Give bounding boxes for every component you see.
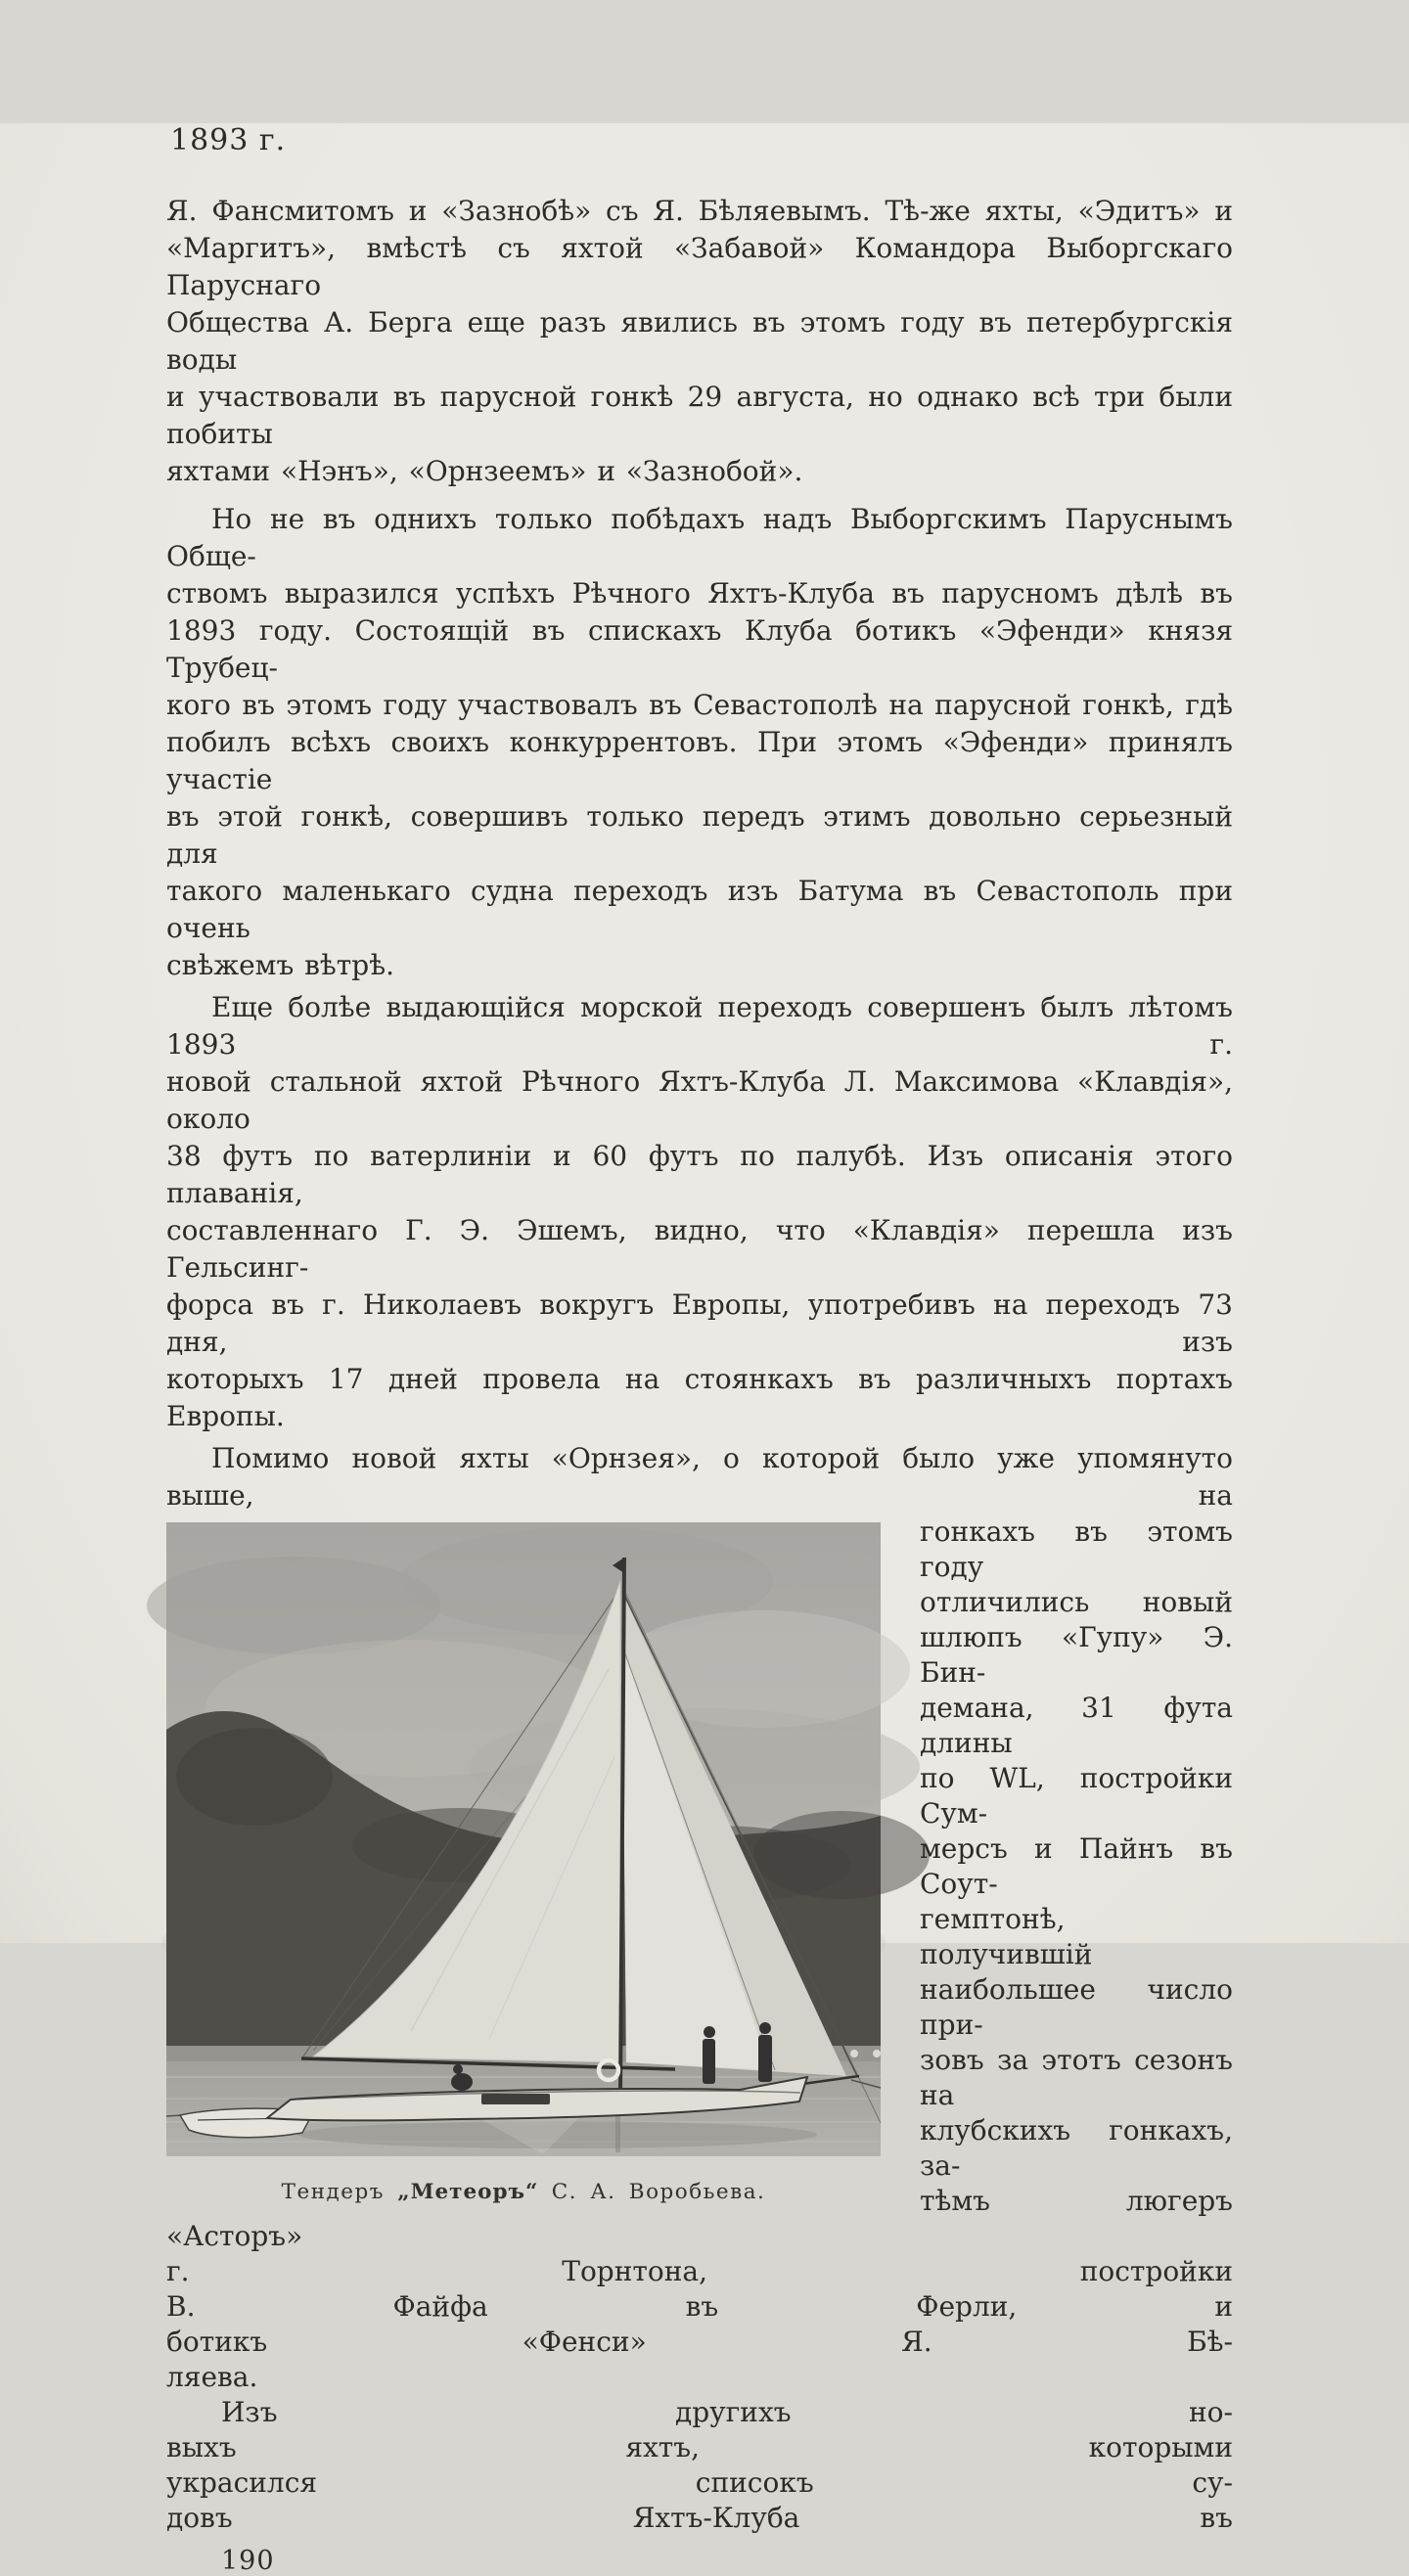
text-line: демана, 31 фута длины bbox=[920, 1692, 1233, 1759]
text-line: 38 футъ по ватерлиніи и 60 футъ по палубѣ. Изъ описанія этого плаванія, bbox=[166, 1140, 1233, 1209]
book-page bbox=[0, 123, 1409, 2576]
paragraph-1 bbox=[166, 193, 1233, 490]
text-line: выхъ яхтъ, которыми bbox=[166, 2431, 1233, 2463]
year-heading: 1893 г. bbox=[170, 123, 287, 158]
figure-block bbox=[166, 1522, 881, 2204]
paragraph-4 bbox=[166, 1440, 1233, 2536]
yacht-photograph bbox=[166, 1522, 881, 2156]
text-line: довъ Яхтъ-Клуба въ bbox=[166, 2502, 1233, 2534]
text-line: шлюпъ «Гупу» Э. Бин- bbox=[920, 1621, 1233, 1689]
text-line: такого маленькаго судна переходъ изъ Батума въ Севастополь при очень bbox=[166, 875, 1233, 944]
paragraph-2 bbox=[166, 501, 1233, 984]
text-line: новой стальной яхтой Рѣчного Яхтъ-Клуба Л. Максимова «Клавдія», около bbox=[166, 1065, 1233, 1135]
text-line: г. Торнтона, постройки bbox=[166, 2255, 1233, 2287]
text-line: которыхъ 17 дней провела на стоянкахъ въ различныхъ портахъ Европы. bbox=[166, 1363, 1233, 1432]
text-line: «Маргитъ», вмѣстѣ съ яхтой «Забавой» Командора Выборгскаго Паруснаго bbox=[166, 232, 1233, 301]
text-line: ляева. bbox=[166, 2361, 258, 2393]
text-line: ботикъ «Фенси» Я. Бѣ- bbox=[166, 2326, 1233, 2358]
text-line: отличились новый bbox=[920, 1586, 1233, 1618]
caption-prefix: Тендеръ bbox=[281, 2180, 398, 2204]
cockpit bbox=[481, 2094, 550, 2104]
page-number: 190 bbox=[221, 2546, 275, 2576]
text-line: гонкахъ въ этомъ году bbox=[920, 1515, 1233, 1583]
text-line: Я. Фансмитомъ и «Зазнобѣ» съ Я. Бѣляевымъ. Тѣ-же яхты, «Эдитъ» и bbox=[166, 195, 1233, 227]
paragraph-3 bbox=[166, 989, 1233, 1435]
page-content bbox=[0, 123, 1409, 2576]
text-line: свѣжемъ вѣтрѣ. bbox=[166, 949, 394, 981]
figure-caption bbox=[166, 2180, 881, 2204]
caption-suffix: С. А. Воробьева. bbox=[538, 2180, 766, 2204]
caption-yacht-name: „Метеоръ“ bbox=[397, 2180, 539, 2204]
text-line: въ этой гонкѣ, совершивъ только передъ этимъ довольно серьезный для bbox=[166, 800, 1233, 870]
text-line: яхтами «Нэнъ», «Орнзеемъ» и «Зазнобой». bbox=[166, 455, 803, 487]
text-line: Изъ другихъ но- bbox=[221, 2396, 1233, 2428]
text-line: по WL, постройки Сум- bbox=[920, 1762, 1233, 1830]
text-line: 1893 году. Состоящій въ спискахъ Клуба ботикъ «Эфенди» князя Трубец- bbox=[166, 614, 1233, 684]
text-line: Помимо новой яхты «Орнзея», о которой было уже упомянуто выше, на bbox=[166, 1442, 1233, 1512]
text-line: составленнаго Г. Э. Эшемъ, видно, что «Клавдія» перешла изъ Гельсинг- bbox=[166, 1214, 1233, 1284]
text-line: форса въ г. Николаевъ вокругъ Европы, употребивъ на переходъ 73 дня, изъ bbox=[166, 1288, 1233, 1358]
text-line: гемптонѣ, получившій bbox=[920, 1903, 1093, 1970]
text-line: ствомъ выразился успѣхъ Рѣчного Яхтъ-Клуба въ парусномъ дѣлѣ въ bbox=[166, 577, 1233, 610]
text-line: украсился списокъ су- bbox=[166, 2466, 1233, 2499]
text-line: Но не въ однихъ только побѣдахъ надъ Выборгскимъ Паруснымъ Обще- bbox=[166, 503, 1233, 572]
text-line: и участвовали въ парусной гонкѣ 29 августа, но однако всѣ три были побиты bbox=[166, 381, 1233, 450]
text-line: кого въ этомъ году участвовалъ въ Севастополѣ на парусной гонкѣ, гдѣ bbox=[166, 689, 1233, 721]
text-line: Еще болѣе выдающійся морской переходъ совершенъ былъ лѣтомъ 1893 г. bbox=[166, 991, 1233, 1061]
text-line: Общества А. Берга еще разъ явились въ этомъ году въ петербургскія воды bbox=[166, 306, 1233, 376]
text-line: клубскихъ гонкахъ, за- bbox=[920, 2114, 1233, 2182]
text-line: В. Файфа въ Ферли, и bbox=[166, 2290, 1233, 2323]
text-line: наибольшее число при- bbox=[920, 1973, 1233, 2041]
text-line: побилъ всѣхъ своихъ конкуррентовъ. При этомъ «Эфенди» принялъ участіе bbox=[166, 726, 1233, 795]
text-line: мерсъ и Пайнъ въ Соут- bbox=[920, 1832, 1233, 1900]
text-line: зовъ за этотъ сезонъ на bbox=[920, 2044, 1233, 2111]
text-line: тѣмъ люгеръ «Асторъ» bbox=[166, 2185, 1233, 2252]
